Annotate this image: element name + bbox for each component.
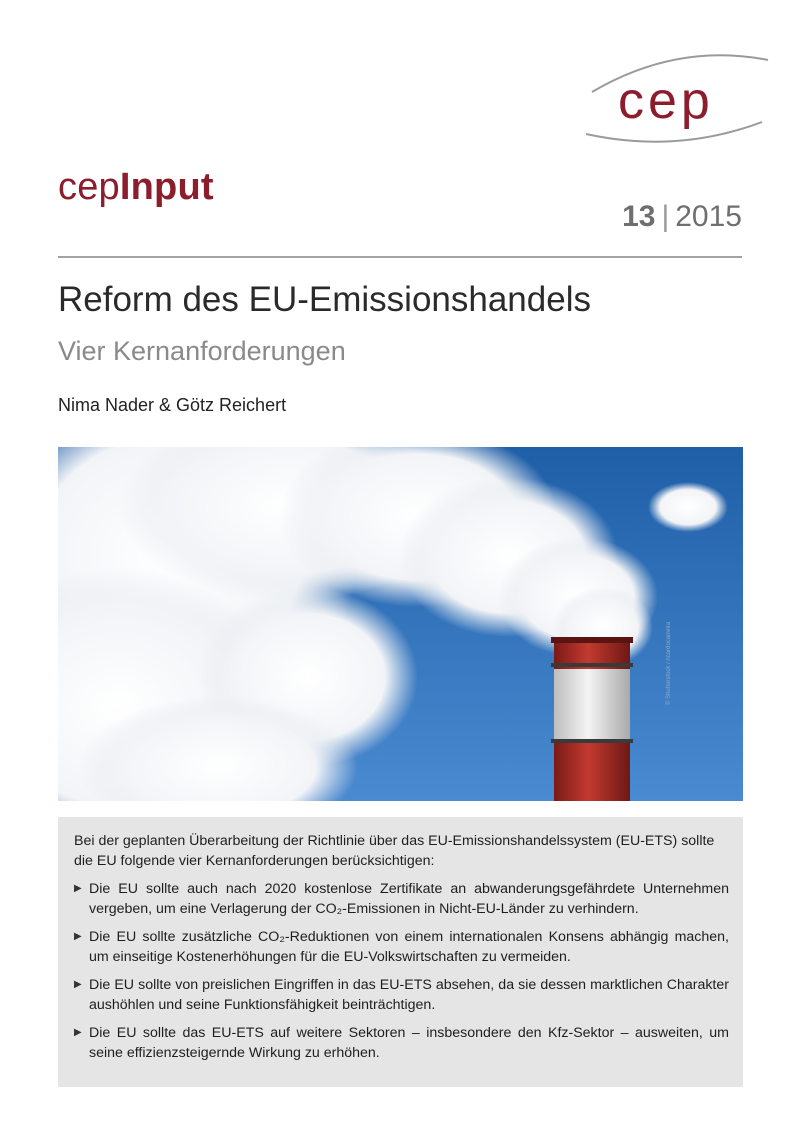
bullet-arrow-icon: ▶ [74,979,82,990]
bullet-arrow-icon: ▶ [74,1027,82,1038]
summary-point [74,927,729,967]
summary-point-text: Die EU sollte auch nach 2020 kostenlose Zertifikate an abwanderungsgefährdete Unternehmen vergeben, um eine Verlagerung der CO₂-Emissionen in Nicht-EU-Länder zu verhindern. [89,881,729,917]
brand-prefix: cep [58,166,120,208]
cep-logo [582,50,772,150]
summary-point [74,879,729,919]
summary-box [58,817,743,1087]
cover-photo [58,447,743,801]
summary-intro: Bei der geplanten Überarbeitung der Richtlinie über das EU-Emissionshandelssystem (EU-ETS) sollte die EU folgende vier Kernanforderungen berücksichtigen: [74,833,715,869]
document-subtitle: Vier Kernanforderungen [58,336,346,366]
issue-number: 13 [622,200,656,233]
issue-separator: | [661,200,670,233]
issue-label [622,200,742,234]
series-brand [58,166,214,209]
photo-credit: © Shutterstock / ricardocarreira [666,621,672,705]
summary-point-text: Die EU sollte das EU-ETS auf weitere Sektoren – insbesondere den Kfz-Sektor – ausweiten, um seine effizienzsteigernde Wirkung zu erhöhen. [89,1025,729,1061]
document-authors: Nima Nader & Götz Reichert [58,395,287,415]
summary-point-text: Die EU sollte zusätzliche CO₂-Reduktionen von einem internationalen Konsens abhängig machen, um einseitige Kostenerhöhungen für die EU-Volkswirtschaften zu vermeiden. [89,929,729,965]
summary-point [74,975,729,1015]
issue-year: 2015 [675,200,742,233]
brand-bold: Input [119,166,214,208]
summary-point-text: Die EU sollte von preislichen Eingriffen in das EU-ETS absehen, da sie dessen marktlichen Charakter aushöhlen und seine Funktionsfähigkeit beinträchtigen. [89,977,729,1013]
summary-point [74,1023,729,1063]
document-title: Reform des EU-Emissionshandels [58,280,591,319]
bullet-arrow-icon: ▶ [74,883,82,894]
header-divider [58,256,742,258]
chimney [551,637,633,801]
bullet-arrow-icon: ▶ [74,931,82,942]
logo-text: cep [618,72,714,130]
